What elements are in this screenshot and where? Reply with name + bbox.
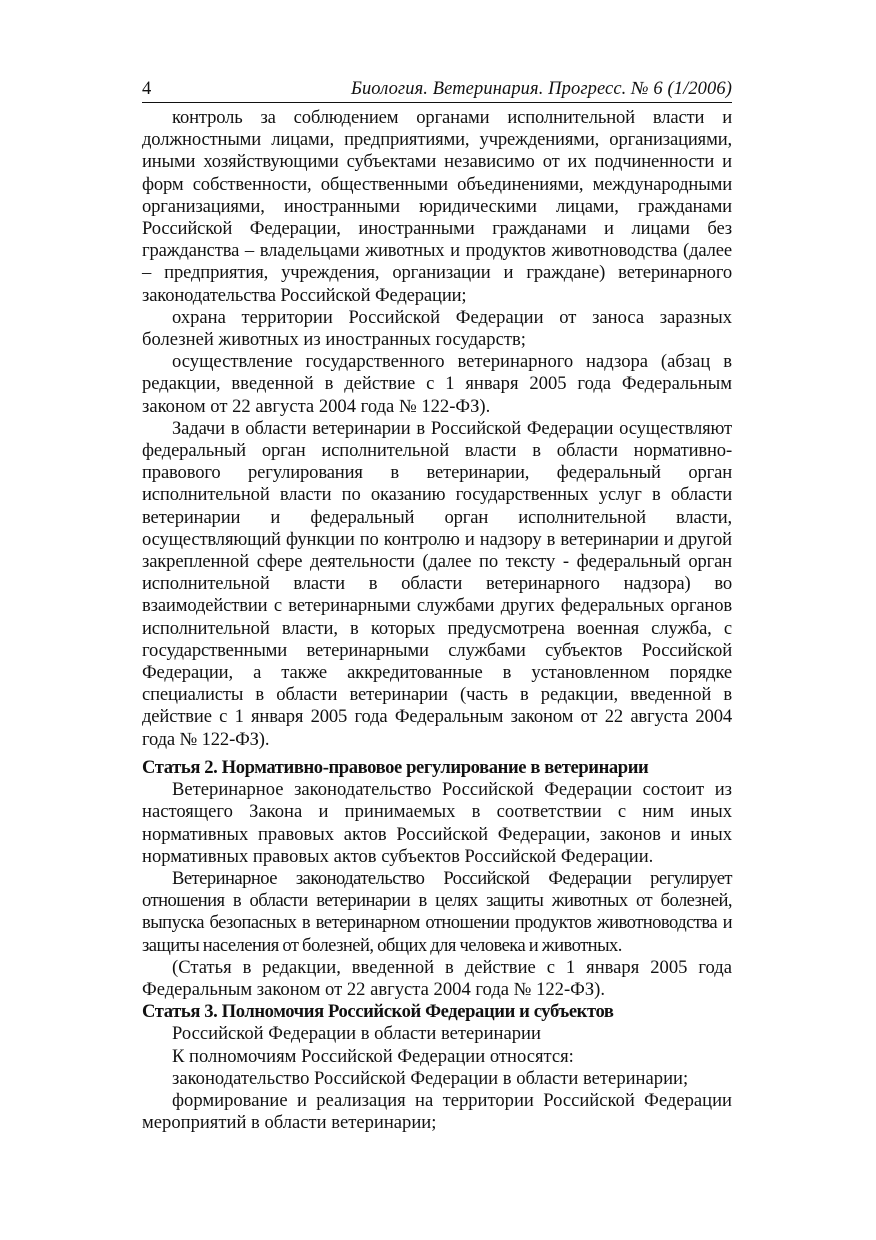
article-2-heading: Статья 2. Нормативно-правовое регулирование в ветеринарии [142,756,649,778]
paragraph-state-supervision: осуществление государственного ветеринарного надзора (абзац в редакции, введенной в действие с 1 января 2005 года Федеральным законом от 22 августа 2004 года № 122-ФЗ). [142,351,732,417]
journal-title: Биология. Ветеринария. Прогресс. № 6 (1/2006) [350,79,732,99]
paragraph-federal-measures: формирование и реализация на территории Российской Федерации мероприятий в области ветеринарии; [142,1089,732,1134]
article-3-heading: Статья 3. Полномочия Российской Федерации и субъектов [142,1001,614,1023]
running-header [142,76,732,103]
document-page [142,76,732,1134]
paragraph-article-amendment-note: (Статья в редакции, введенной в действие с 1 января 2005 года Федеральным законом от 22 августа 2004 года № 122-ФЗ). [142,956,732,1000]
paragraph-federal-legislation: законодательство Российской Федерации в области ветеринарии; [172,1067,689,1089]
paragraph-legislation-purpose: Ветеринарное законодательство Российской Федерации регулирует отношения в области ветеринарии в целях защиты животных от болезней, выпуска безопасных в ветеринарном отношении продуктов животноводства и защиты населения от болезней, общих для человека и животных. [142,867,732,956]
article-3-subtitle: Российской Федерации в области ветеринарии [172,1023,541,1045]
paragraph-veterinary-tasks: Задачи в области ветеринарии в Российской Федерации осуществляют федеральный орган исполнительной власти в области нормативно-правового регулирования в ветеринарии, федеральный орган исполнительной власти по оказанию государственных услуг в области ветеринарии и федеральный орган исполнительной власти, осуществляющий функции по контролю и надзору в ветеринарии и другой закрепленной сфере деятельности (далее по тексту - федеральный орган исполнительной власти в области ветеринарного надзора) во взаимодействии с ветеринарными службами других федеральных органов исполнительной власти, в которых предусмотрена военная служба, с государственными ветеринарными службами субъектов Российской Федерации, а также аккредитованные в установленном порядке специалисты в области ветеринарии (часть в редакции, введенной в действие с 1 января 2005 года Федеральным законом от 22 августа 2004 года № 122-ФЗ). [142,417,732,750]
document-body [142,107,732,1134]
paragraph-supervision-control: контроль за соблюдением органами исполнительной власти и должностными лицами, предприятиями, учреждениями, организациями, иными хозяйствующими субъектами независимо от их подчиненности и форм собственности, общественными объединениями, международными организациями, иностранными юридическими лицами, гражданами Российской Федерации, иностранными гражданами и лицами без гражданства – владельцами животных и продуктов животноводства (далее – предприятия, учреждения, организации и граждане) ветеринарного законодательства Российской Федерации; [142,107,732,306]
paragraph-legislation-composition: Ветеринарное законодательство Российской Федерации состоит из настоящего Закона и принимаемых в соответствии с ним иных нормативных правовых актов Российской Федерации, законов и иных нормативных правовых актов субъектов Российской Федерации. [142,779,732,867]
paragraph-territory-protection: охрана территории Российской Федерации от заноса заразных болезней животных из иностранных государств; [142,306,732,351]
paragraph-federal-powers-intro: К полномочиям Российской Федерации относятся: [172,1045,574,1067]
page-number: 4 [142,79,152,99]
